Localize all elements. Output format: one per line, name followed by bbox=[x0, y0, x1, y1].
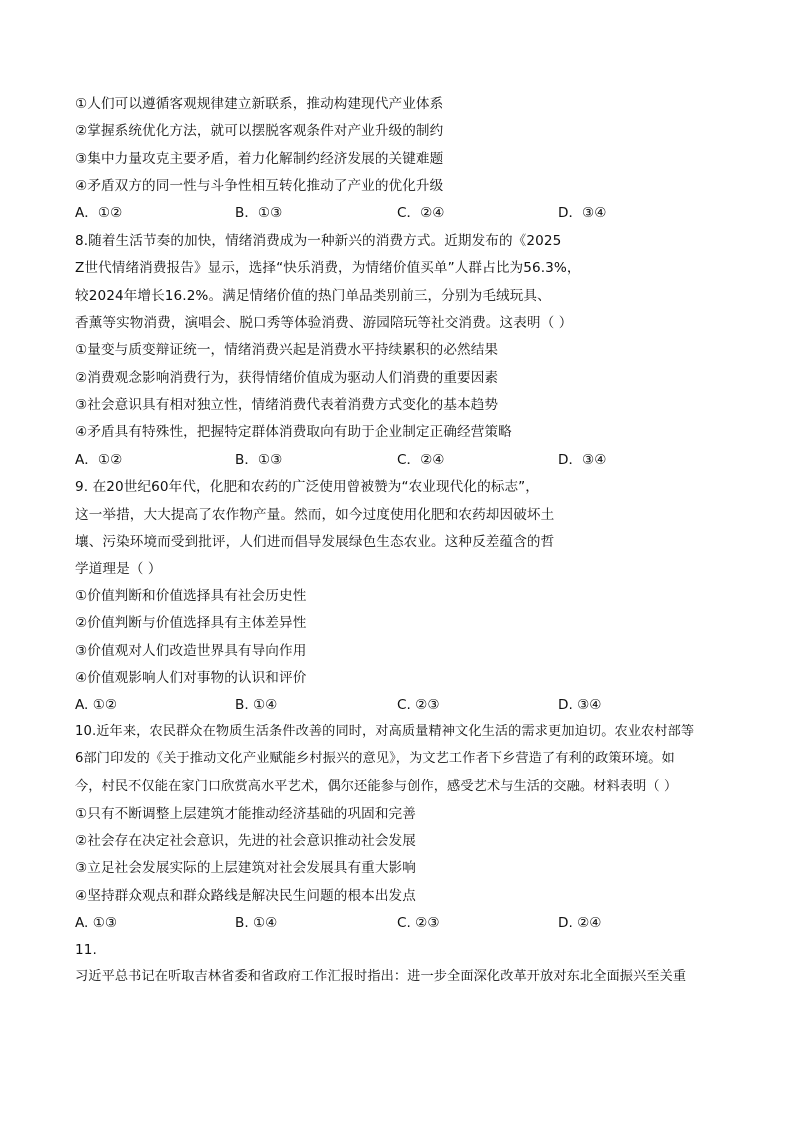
q9-option-d: D. ③④ bbox=[558, 697, 602, 713]
q9-statement-2: ②价值判断与价值选择具有主体差异性 bbox=[75, 615, 307, 631]
q10-stem-line-3: 今，村民不仅能在家门口欣赏高水平艺术，偶尔还能参与创作，感受艺术与生活的交融。材料表明（ ） bbox=[75, 779, 678, 794]
q7-option-a: A．①② bbox=[75, 205, 123, 221]
q9-stem-line-4: 学道理是（ ） bbox=[75, 561, 162, 577]
q10-option-c: C. ②③ bbox=[397, 915, 440, 931]
q7-statement-3: ③集中力量攻克主要矛盾，着力化解制约经济发展的关键难题 bbox=[75, 151, 444, 167]
q9-stem-line-3: 壤、污染环境而受到批评，人们进而倡导发展绿色生态农业。这种反差蕴含的哲 bbox=[75, 534, 555, 550]
q7-statement-2: ②掌握系统优化方法，就可以摆脱客观条件对产业升级的制约 bbox=[75, 123, 444, 139]
q8-stem-line-4: 香薰等实物消费，演唱会、脱口秀等体验消费、游园陪玩等社交消费。这表明（ ） bbox=[75, 315, 573, 331]
q8-stem-line-3: 较2024年增长16.2%。满足情绪价值的热门单品类别前三，分别为毛绒玩具、 bbox=[75, 288, 551, 304]
q8-statement-4: ④矛盾具有特殊性，把握特定群体消费取向有助于企业制定正确经营策略 bbox=[75, 424, 512, 440]
q10-statement-3: ③立足社会发展实际的上层建筑对社会发展具有重大影响 bbox=[75, 860, 416, 876]
q9-statement-4: ④价值观影响人们对事物的认识和评价 bbox=[75, 670, 307, 686]
q7-statement-4: ④矛盾双方的同一性与斗争性相互转化推动了产业的优化升级 bbox=[75, 178, 444, 194]
q8-statement-1: ①量变与质变辩证统一，情绪消费兴起是消费水平持续累积的必然结果 bbox=[75, 342, 499, 358]
q10-option-d: D. ②④ bbox=[558, 915, 602, 931]
q9-statement-3: ③价值观对人们改造世界具有导向作用 bbox=[75, 643, 307, 659]
q10-statement-1: ①只有不断调整上层建筑才能推动经济基础的巩固和完善 bbox=[75, 806, 416, 822]
q7-option-b: B．①③ bbox=[235, 205, 283, 221]
q9-stem-line-2: 这一举措，大大提高了农作物产量。然而，如今过度使用化肥和农药却因破坏土 bbox=[75, 507, 555, 523]
q10-option-a: A. ①③ bbox=[75, 915, 118, 931]
q7-option-c: C．②④ bbox=[397, 205, 445, 221]
q8-stem-line-1: 8.随着生活节奏的加快，情绪消费成为一种新兴的消费方式。近期发布的《2025 bbox=[75, 233, 562, 249]
q9-option-a: A. ①② bbox=[75, 697, 118, 713]
q8-option-b: B．①③ bbox=[235, 452, 283, 468]
q8-stem-line-2: Z世代情绪消费报告》显示，选择“快乐消费，为情绪价值买单”人群占比为56.3%， bbox=[75, 260, 581, 276]
q9-option-c: C. ②③ bbox=[397, 697, 440, 713]
q11-number: 11. bbox=[75, 942, 97, 958]
q9-stem-line-1: 9. 在20世纪60年代，化肥和农药的广泛使用曾被赞为“农业现代化的标志”， bbox=[75, 479, 539, 495]
q8-statement-2: ②消费观念影响消费行为，获得情绪价值成为驱动人们消费的重要因素 bbox=[75, 370, 499, 386]
q10-statement-2: ②社会存在决定社会意识，先进的社会意识推动社会发展 bbox=[75, 833, 416, 849]
q7-statement-1: ①人们可以遵循客观规律建立新联系，推动构建现代产业体系 bbox=[75, 96, 444, 112]
q8-option-a: A．①② bbox=[75, 452, 123, 468]
q8-statement-3: ③社会意识具有相对独立性，情绪消费代表着消费方式变化的基本趋势 bbox=[75, 397, 499, 413]
q10-stem-line-2: 6部门印发的《关于推动文化产业赋能乡村振兴的意见》，为文艺工作者下乡营造了有利的政策环境。如 bbox=[75, 751, 675, 766]
q9-option-b: B. ①④ bbox=[235, 697, 278, 713]
q7-option-d: D．③④ bbox=[558, 205, 607, 221]
q8-option-d: D．③④ bbox=[558, 452, 607, 468]
q10-option-b: B. ①④ bbox=[235, 915, 278, 931]
q8-option-c: C．②④ bbox=[397, 452, 445, 468]
q10-stem-line-1: 10.近年来，农民群众在物质生活条件改善的同时，对高质量精神文化生活的需求更加迫切。农业农村部等 bbox=[75, 724, 695, 739]
q9-statement-1: ①价值判断和价值选择具有社会历史性 bbox=[75, 588, 307, 604]
q11-stem-line-1: 习近平总书记在听取吉林省委和省政府工作汇报时指出：进一步全面深化改革开放对东北全面振兴至关重 bbox=[75, 969, 687, 984]
q10-statement-4: ④坚持群众观点和群众路线是解决民生问题的根本出发点 bbox=[75, 888, 416, 904]
